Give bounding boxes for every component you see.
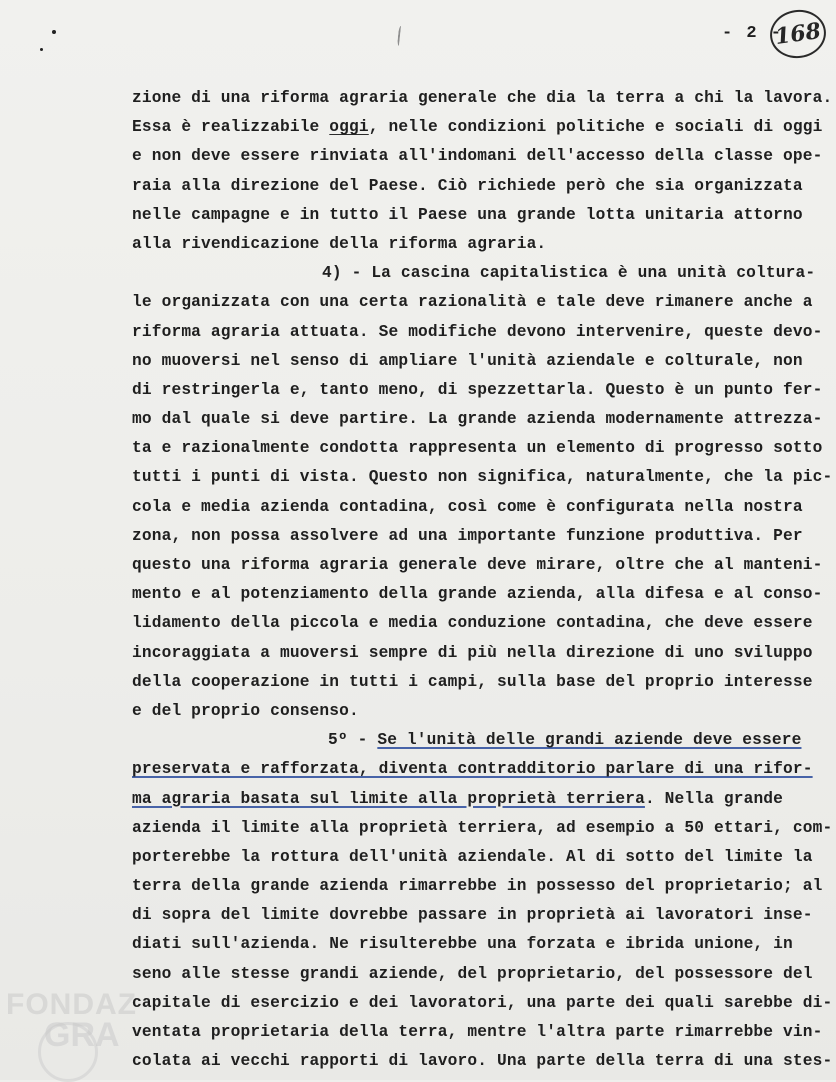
text-line: e del proprio consenso. <box>132 701 359 720</box>
watermark-text: FONDAZ <box>6 988 137 1021</box>
text-line: di restringerla e, tanto meno, di spezzettarla. Questo è un punto fer- <box>132 380 823 399</box>
text-line: ventata proprietaria della terra, mentre l'altra parte rimarrebbe vin- <box>132 1023 823 1041</box>
text-line <box>132 785 832 814</box>
text-line: diati sull'azienda. Ne risulterebbe una forzata e ibrida unione, in <box>132 935 793 954</box>
underlined-phrase: Se l'unità delle grandi aziende deve essere <box>377 731 802 750</box>
text-line: della cooperazione in tutti i campi, sulla base del proprio interesse <box>132 672 813 691</box>
text-line: capitale di esercizio e dei lavoratori, una parte dei quali sarebbe di- <box>132 993 833 1012</box>
underlined-phrase: ma agraria basata sul limite alla proprietà terriera <box>132 789 645 808</box>
underlined-word: oggi <box>329 118 369 137</box>
paragraph-4-start: 4) - La cascina capitalistica è una unità coltura- <box>322 264 816 283</box>
text-line: riforma agraria attuata. Se modifiche devono intervenire, queste devo- <box>132 322 823 341</box>
text-line: le organizzata con una certa razionalità e tale deve rimanere anche a <box>132 293 813 312</box>
text-line: ta e razionalmente condotta rappresenta un elemento di progresso sotto <box>132 439 823 458</box>
text-line: alla rivendicazione della riforma agraria. <box>132 234 547 253</box>
text-fragment: Essa è realizzabile <box>132 118 330 137</box>
text-line: seno alle stesse grandi aziende, del proprietario, del possessore del <box>132 964 813 983</box>
typed-text-body <box>132 84 832 1076</box>
text-line: porterebbe la rottura dell'unità aziendale. Al di sotto del limite la <box>132 847 813 866</box>
text-line <box>132 113 832 142</box>
text-line: incoraggiata a muoversi sempre di più nella direzione di uno sviluppo <box>132 643 813 662</box>
ink-speck <box>52 30 56 34</box>
text-line: di sopra del limite dovrebbe passare in proprietà ai lavoratori inse- <box>132 906 813 925</box>
text-line: mo dal quale si deve partire. La grande azienda modernamente attrezza- <box>132 410 823 429</box>
page-number: - 2 - <box>722 24 784 43</box>
text-line: zione di una riforma agraria generale che dia la terra a chi la lavora. <box>132 89 833 107</box>
text-line: lidamento della piccola e media conduzione contadina, che deve essere <box>132 614 813 633</box>
text-line: no muoversi nel senso di ampliare l'unità aziendale e colturale, non <box>132 351 803 370</box>
text-fragment: , nelle condizioni politiche e sociali di oggi <box>368 118 823 137</box>
watermark-text: GRA <box>44 1016 120 1054</box>
text-line: terra della grande azienda rimarrebbe in possesso del proprietario; al <box>132 877 823 896</box>
paragraph-number: 5º - <box>328 731 378 750</box>
text-line: zona, non possa assolvere ad una importante funzione produttiva. Per <box>132 526 803 545</box>
text-line-underlined: preservata e rafforzata, diventa contradditorio parlare di una rifor- <box>132 760 813 779</box>
text-fragment: . Nella grande <box>644 789 784 808</box>
text-line: e non deve essere rinviata all'indomani dell'accesso della classe ope- <box>132 147 823 166</box>
text-line: colata ai vecchi rapporti di lavoro. Una parte della terra di una stes- <box>132 1052 833 1071</box>
text-line: azienda il limite alla proprietà terriera, ad esempio a 50 ettari, com- <box>132 818 833 837</box>
text-line: tutti i punti di vista. Questo non significa, naturalmente, che la pic- <box>132 468 833 487</box>
pencil-mark <box>397 26 404 46</box>
ink-speck <box>40 48 43 51</box>
paragraph-5-start <box>132 726 832 755</box>
text-line: cola e media azienda contadina, così come è configurata nella nostra <box>132 497 803 516</box>
text-line: mento e al potenziamento della grande azienda, alla difesa e al conso- <box>132 585 823 604</box>
text-line: questo una riforma agraria generale deve mirare, oltre che al manteni- <box>132 556 823 574</box>
text-line: nelle campagne e in tutto il Paese una grande lotta unitaria attorno <box>132 205 803 224</box>
folio-number-stamp: 168 <box>767 6 829 61</box>
text-line: raia alla direzione del Paese. Ciò richiede però che sia organizzata <box>132 176 803 195</box>
